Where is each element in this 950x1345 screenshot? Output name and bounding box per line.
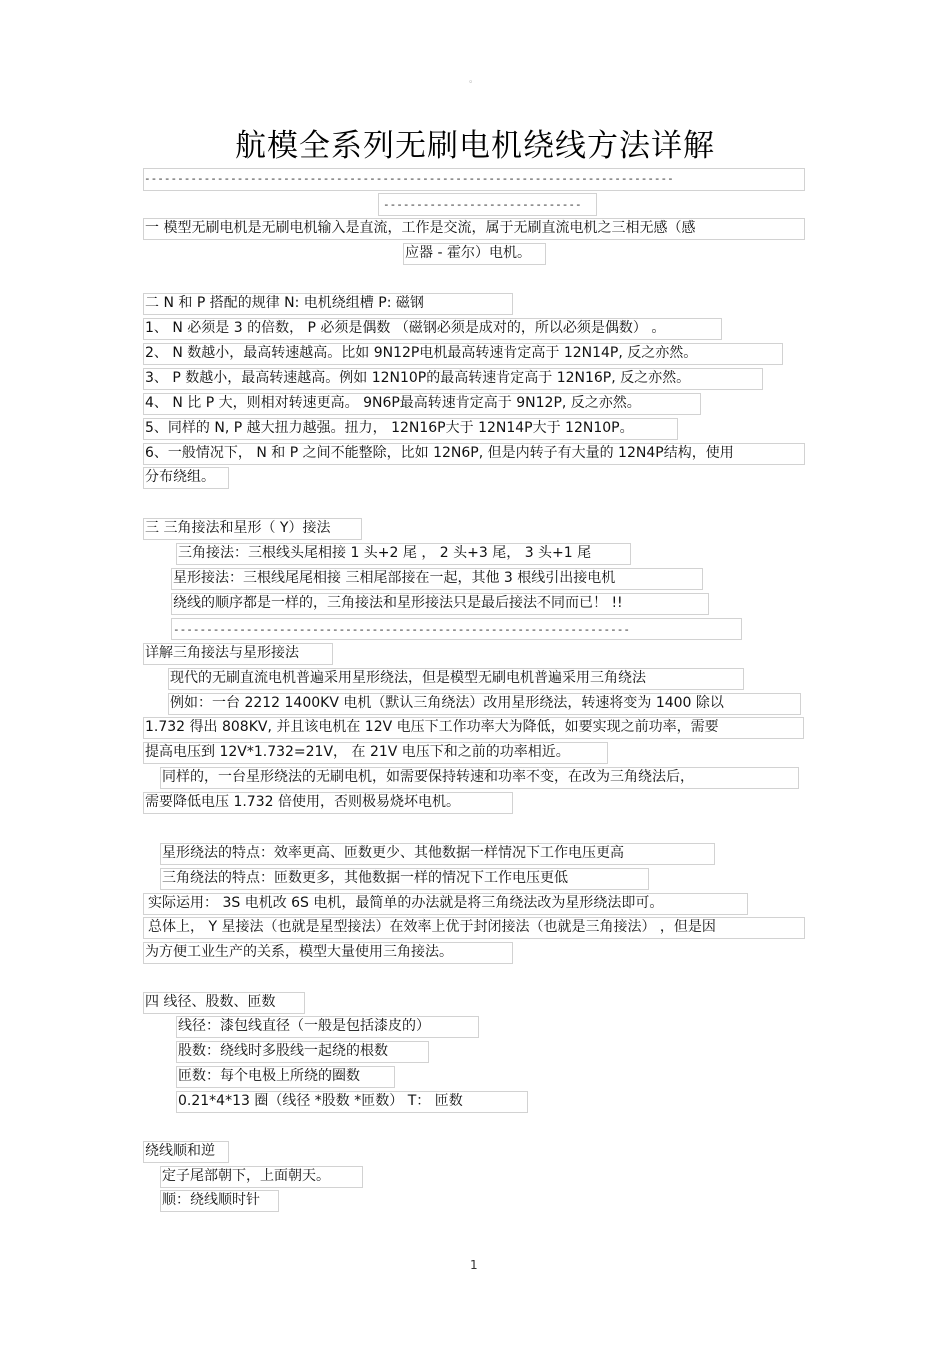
text-line: 星形绕法的特点：效率更高、匝数更少、其他数据一样情况下工作电压更高 [162,845,624,861]
separator-dashes: -------------------------------------------------------------------------------- [144,172,674,185]
text-line: 线径：漆包线直径（一般是包括漆皮的） [178,1018,430,1034]
text-line: 分布绕组。 [145,469,215,485]
text-line: 实际运用： 3S 电机改 6S 电机，最简单的办法就是将三角绕法改为星形绕法即可。 [148,895,664,911]
text-line: 0.21*4*13 圈（线径 *股数 *匝数） T： 匝数 [178,1093,463,1109]
text-line: 匝数：每个电极上所绕的圈数 [178,1068,360,1084]
text-line: 应器 - 霍尔）电机。 [405,245,531,261]
text-line: 提高电压到 12V*1.732=21V， 在 21V 电压下和之前的功率相近。 [145,744,570,760]
text-line: 星形接法：三根线尾尾相接 三相尾部接在一起，其他 3 根线引出接电机 [173,570,616,586]
text-line: 6、一般情况下， N 和 P 之间不能整除，比如 12N6P, 但是内转子有大量的 12N4P结构，使用 [145,445,734,461]
text-line: 3、 P 数越小，最高转速越高。例如 12N10P的最高转速肯定高于 12N16P, 反之亦然。 [145,370,691,386]
text-line: 三角接法：三根线头尾相接 1 头+2 尾 ， 2 头+3 尾， 3 头+1 尾 [178,545,592,561]
text-line: 例如：一台 2212 1400KV 电机（默认三角绕法）改用星形绕法，转速将变为 1400 除以 [170,695,724,711]
text-line: 绕线顺和逆 [145,1143,215,1159]
header-dot: 。 [469,75,479,85]
text-line: 5、同样的 N, P 越大扭力越强。扭力， 12N16P大于 12N14P大于 12N10P。 [145,420,634,436]
text-line: 为方便工业生产的关系，模型大量使用三角接法。 [145,944,453,960]
text-line: 1.732 得出 808KV, 并且该电机在 12V 电压下工作功率大为降低，如要实现之前功率，需要 [145,719,719,735]
text-line: 顺：绕线顺时针 [162,1192,260,1208]
text-line: 定子尾部朝下，上面朝天。 [162,1168,330,1184]
text-line: 详解三角接法与星形接法 [145,645,299,661]
text-line: 同样的，一台星形绕法的无刷电机，如需要保持转速和功率不变，在改为三角绕法后， [162,769,694,785]
text-line: 三 三角接法和星形（ Y）接法 [145,520,331,536]
text-line: 二 N 和 P 搭配的规律 N: 电机绕组槽 P: 磁钢 [145,295,424,311]
text-line: 4、 N 比 P 大，则相对转速更高。 9N6P最高转速肯定高于 9N12P, 反之亦然。 [145,395,641,411]
text-line: 四 线径、股数、匝数 [145,994,276,1010]
text-line: 需要降低电压 1.732 倍使用，否则极易烧坏电机。 [145,794,460,810]
page-number: 1 [470,1258,478,1272]
page-title: 航模全系列无刷电机绕线方法详解 [235,128,715,164]
text-line: 1、 N 必须是 3 的倍数， P 必须是偶数 （磁钢必须是成对的，所以必须是偶数） 。 [145,320,666,336]
text-line: 一 模型无刷电机是无刷电机输入是直流，工作是交流，属于无刷直流电机之三相无感（感 [145,220,696,236]
text-line: 总体上， Y 星接法（也就是星型接法）在效率上优于封闭接法（也就是三角接法） ，但是因 [148,919,716,935]
text-line: 现代的无刷直流电机普遍采用星形绕法，但是模型无刷电机普遍采用三角绕法 [170,670,646,686]
text-line: 2、 N 数越小，最高转速越高。比如 9N12P电机最高转速肯定高于 12N14P, 反之亦然。 [145,345,698,361]
text-line: 绕线的顺序都是一样的，三角接法和星形接法只是最后接法不同而已！ !! [173,595,623,611]
separator-dashes-2: ------------------------------ [383,198,582,211]
text-line: 三角绕法的特点：匝数更多，其他数据一样的情况下工作电压更低 [162,870,568,886]
separator-dashes-3: --------------------------------------------------------------------- [173,623,630,636]
text-line: 股数：绕线时多股线一起绕的根数 [178,1043,388,1059]
